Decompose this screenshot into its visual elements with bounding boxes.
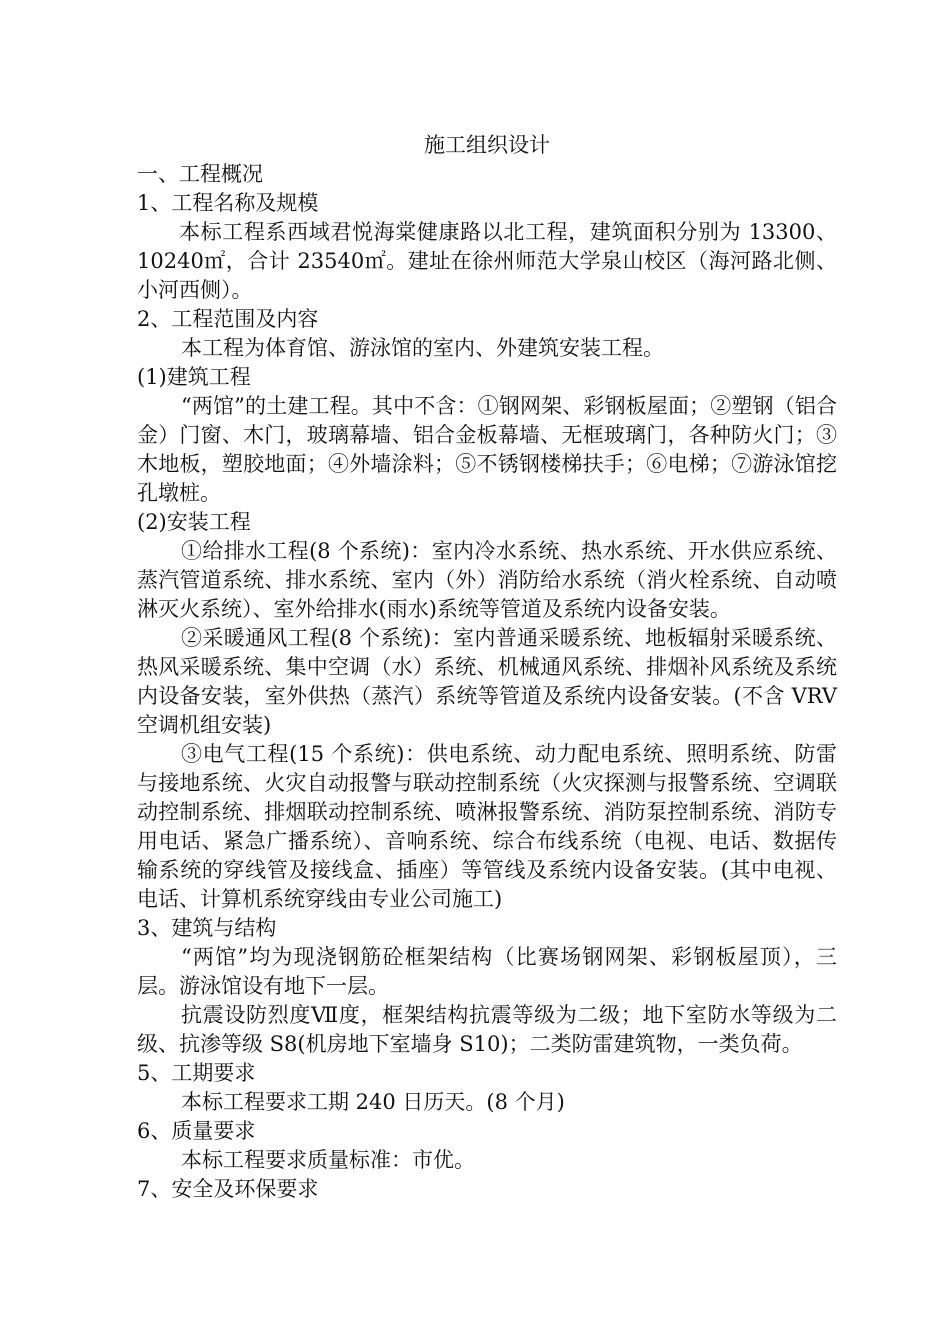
paragraph-structure: “两馆”均为现浇钢筋砼框架结构（比赛场钢网架、彩钢板屋顶），三层。游泳馆设有地下一层。 bbox=[137, 945, 837, 998]
item-heading-construction: (1)建筑工程 bbox=[137, 365, 251, 389]
subsection-heading-schedule: 5、工期要求 bbox=[137, 1061, 256, 1085]
paragraph-construction: “两馆”的土建工程。其中不含：①钢网架、彩钢板屋面；②塑钢（铝合金）门窗、木门，玻璃幕墙、铝合金板幕墙、无框玻璃门，各种防火门；③木地板，塑胶地面；④外墙涂料；⑤不锈钢楼梯扶手；⑥电梯；⑦游泳馆挖孔墩桩。 bbox=[137, 394, 837, 505]
subsection-heading-safety: 7、安全及环保要求 bbox=[137, 1177, 319, 1201]
section-heading-overview: 一、工程概况 bbox=[137, 162, 263, 186]
subsection-heading-name-scale: 1、工程名称及规模 bbox=[137, 191, 319, 215]
subsection-heading-scope: 2、工程范围及内容 bbox=[137, 307, 319, 331]
paragraph-seismic: 抗震设防烈度Ⅶ度，框架结构抗震等级为二级；地下室防水等级为二级、抗渗等级 S8(机房地下室墙身 S10)；二类防雷建筑物，一类负荷。 bbox=[137, 1003, 837, 1056]
paragraph-name-scale: 本标工程系西域君悦海棠健康路以北工程，建筑面积分别为 13300、10240㎡，合计 23540㎡。建址在徐州师范大学泉山校区（海河路北侧、小河西侧）。 bbox=[137, 220, 837, 302]
paragraph-scope: 本工程为体育馆、游泳馆的室内、外建筑安装工程。 bbox=[181, 336, 664, 360]
paragraph-schedule: 本标工程要求工期 240 日历天。(8 个月) bbox=[181, 1090, 565, 1114]
item-heading-installation: (2)安装工程 bbox=[137, 510, 251, 534]
paragraph-hvac: ②采暖通风工程(8 个系统)：室内普通采暖系统、地板辐射采暖系统、热风采暖系统、集中空调（水）系统、机械通风系统、排烟补风系统及系统内设备安装，室外供热（蒸汽）系统等管道及系统内设备安装。(不含 VRV 空调机组安装) bbox=[137, 626, 837, 737]
paragraph-electrical: ③电气工程(15 个系统)：供电系统、动力配电系统、照明系统、防雷与接地系统、火灾自动报警与联动控制系统（火灾探测与报警系统、空调联动控制系统、排烟联动控制系统、喷淋报警系统、消防泵控制系统、消防专用电话、紧急广播系统）、音响系统、综合布线系统（电视、电话、数据传输系统的穿线管及接线盒、插座）等管线及系统内设备安装。(其中电视、电话、计算机系统穿线由专业公司施工) bbox=[137, 742, 837, 911]
paragraph-quality: 本标工程要求质量标准：市优。 bbox=[181, 1148, 475, 1172]
document-title: 施工组织设计 bbox=[424, 133, 550, 157]
document-body bbox=[137, 131, 837, 1204]
subsection-heading-structure: 3、建筑与结构 bbox=[137, 916, 277, 940]
subsection-heading-quality: 6、质量要求 bbox=[137, 1119, 256, 1143]
paragraph-water-supply: ①给排水工程(8 个系统)：室内冷水系统、热水系统、开水供应系统、蒸汽管道系统、排水系统、室内（外）消防给水系统（消火栓系统、自动喷淋灭火系统）、室外给排水(雨水)系统等管道及系统内设备安装。 bbox=[137, 539, 837, 621]
